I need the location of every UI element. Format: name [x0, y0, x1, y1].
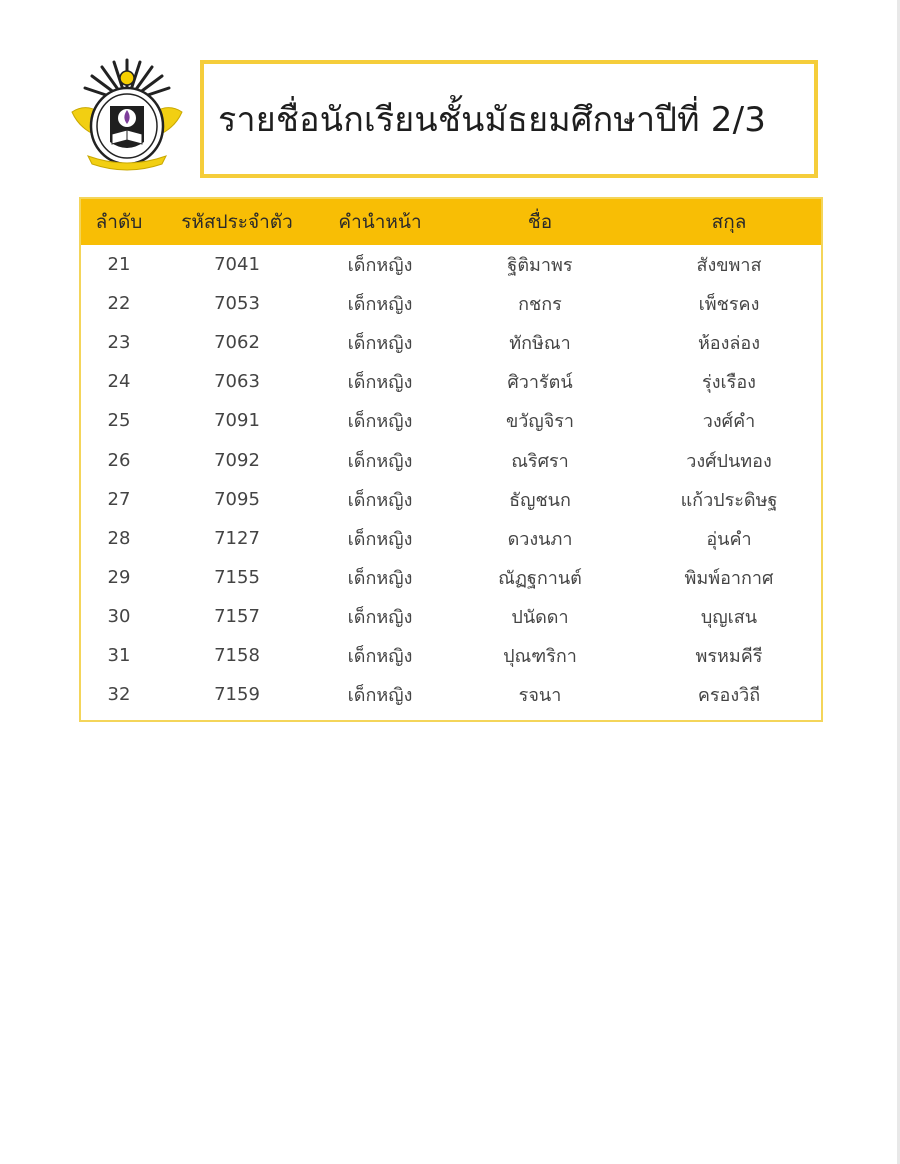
cell-student-id: 7155	[214, 566, 260, 588]
cell-student-id: 7095	[214, 488, 260, 510]
cell-last-name: พิมพ์อากาศ	[684, 567, 774, 589]
cell-last-name: อุ่นคำ	[706, 528, 752, 550]
cell-first-name: ขวัญจิรา	[505, 411, 575, 433]
cell-first-name: ดวงนภา	[507, 528, 573, 550]
cell-prefix: เด็กหญิง	[347, 606, 413, 628]
cell-prefix: เด็กหญิง	[347, 450, 413, 472]
cell-no: 32	[107, 684, 131, 706]
student-roster-table	[79, 197, 823, 722]
cell-last-name: บุญเสน	[700, 606, 758, 628]
table-row	[81, 597, 821, 636]
cell-first-name: รจนา	[518, 685, 562, 707]
cell-first-name: ณัฏฐกานต์	[498, 567, 582, 589]
cell-prefix: เด็กหญิง	[347, 685, 413, 707]
cell-prefix: เด็กหญิง	[347, 528, 413, 550]
cell-no: 27	[107, 488, 131, 510]
title-box	[200, 60, 818, 178]
cell-student-id: 7092	[214, 449, 260, 471]
cell-last-name: แก้วประดิษฐ	[680, 489, 778, 511]
table-row	[81, 284, 821, 323]
cell-no: 29	[107, 566, 131, 588]
table-row	[81, 245, 821, 284]
cell-student-id: 7158	[214, 644, 260, 666]
cell-first-name: ธัญชนก	[509, 489, 571, 511]
cell-first-name: ฐิติมาพร	[507, 255, 573, 277]
cell-last-name: วงศ์ปนทอง	[686, 450, 772, 472]
cell-last-name: ห้องล่อง	[697, 333, 761, 355]
header-no: ลำดับ	[95, 211, 143, 233]
cell-last-name: วงศ์คำ	[702, 411, 756, 433]
table-body	[81, 245, 821, 720]
cell-first-name: กชกร	[518, 294, 562, 316]
cell-no: 30	[107, 605, 131, 627]
cell-prefix: เด็กหญิง	[347, 372, 413, 394]
page-title: รายชื่อนักเรียนชั้นมัธยมศึกษาปีที่ 2/3	[218, 100, 767, 140]
header-last-name: สกุล	[711, 211, 747, 233]
table-row	[81, 675, 821, 714]
cell-last-name: เพ็ชรคง	[698, 294, 760, 316]
cell-prefix: เด็กหญิง	[347, 294, 413, 316]
header-student-id: รหัสประจำตัว	[181, 211, 293, 233]
cell-no: 28	[107, 527, 131, 549]
table-row	[81, 519, 821, 558]
cell-last-name: ครองวิถี	[697, 685, 761, 707]
cell-student-id: 7063	[214, 371, 260, 393]
cell-student-id: 7062	[214, 332, 260, 354]
cell-prefix: เด็กหญิง	[347, 333, 413, 355]
cell-student-id: 7091	[214, 410, 260, 432]
cell-first-name: ศิวารัตน์	[507, 372, 573, 394]
cell-prefix: เด็กหญิง	[347, 489, 413, 511]
cell-no: 22	[107, 293, 131, 315]
table-header-row	[81, 199, 821, 245]
cell-first-name: ทักษิณา	[509, 333, 571, 355]
cell-first-name: ปนัดดา	[511, 606, 569, 628]
cell-prefix: เด็กหญิง	[347, 411, 413, 433]
table-row	[81, 636, 821, 675]
table-row	[81, 362, 821, 401]
cell-no: 23	[107, 332, 131, 354]
cell-first-name: ปุณฑริกา	[503, 645, 577, 667]
cell-prefix: เด็กหญิง	[347, 567, 413, 589]
table-row	[81, 323, 821, 362]
cell-prefix: เด็กหญิง	[347, 645, 413, 667]
header-prefix: คำนำหน้า	[338, 211, 422, 233]
cell-student-id: 7159	[214, 684, 260, 706]
cell-no: 26	[107, 449, 131, 471]
cell-no: 21	[107, 254, 131, 276]
cell-student-id: 7127	[214, 527, 260, 549]
cell-last-name: สังขพาส	[696, 255, 762, 277]
cell-first-name: ณริศรา	[511, 450, 569, 472]
school-emblem-icon	[66, 56, 188, 178]
cell-no: 31	[107, 644, 131, 666]
cell-student-id: 7041	[214, 254, 260, 276]
cell-no: 24	[107, 371, 131, 393]
table-row	[81, 480, 821, 519]
cell-last-name: พรหมคีรี	[695, 645, 763, 667]
header-first-name: ชื่อ	[527, 211, 553, 233]
cell-student-id: 7157	[214, 605, 260, 627]
table-row	[81, 558, 821, 597]
cell-last-name: รุ่งเรือง	[702, 372, 756, 394]
cell-no: 25	[107, 410, 131, 432]
cell-prefix: เด็กหญิง	[347, 255, 413, 277]
table-row	[81, 401, 821, 440]
table-row	[81, 440, 821, 479]
cell-student-id: 7053	[214, 293, 260, 315]
